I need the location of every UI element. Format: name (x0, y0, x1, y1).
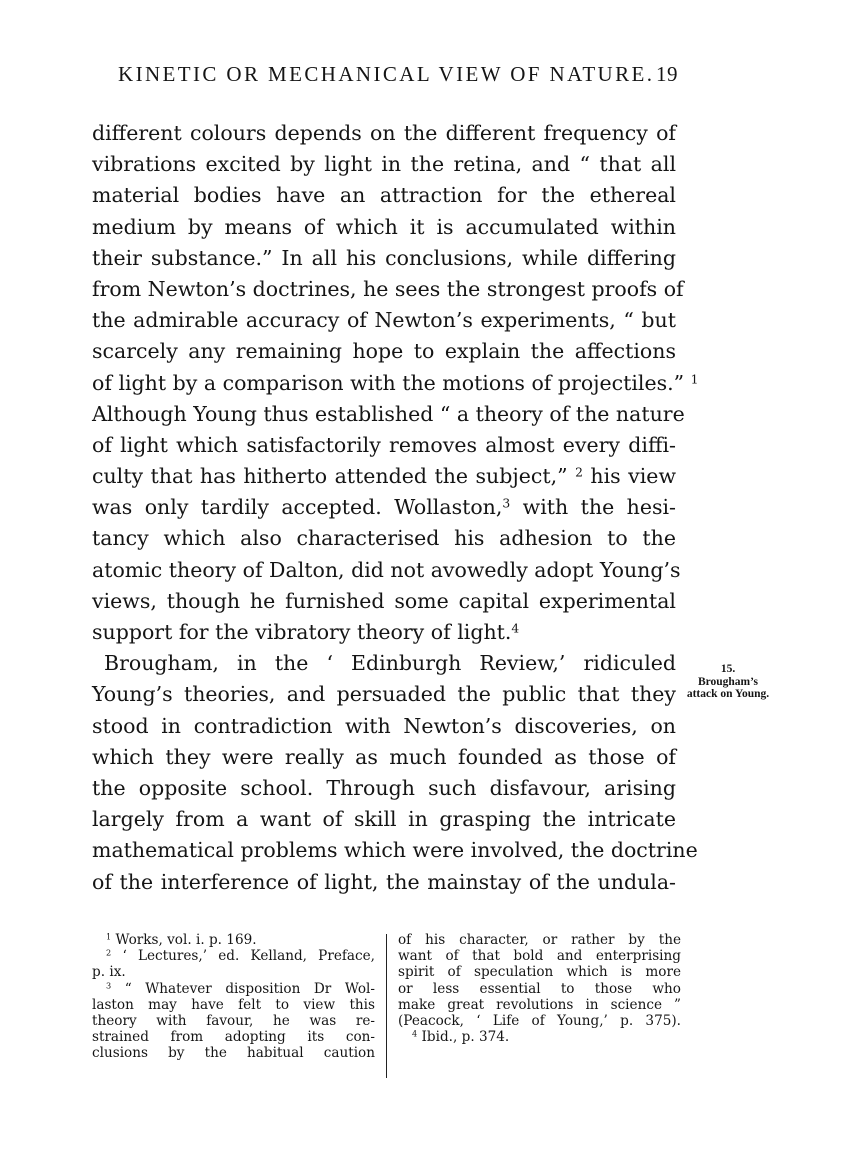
text-line: material bodies have an attraction for the ethereal (92, 183, 676, 208)
main-text (92, 118, 699, 898)
text-line: of the interference of light, the mainstay of the undula- (92, 869, 676, 894)
text-line: Brougham, in the ‘ Edinburgh Review,’ ridiculed (104, 651, 676, 676)
footnote-line: or less essential to those who (398, 980, 681, 997)
footnote-line: of his character, or rather by the (398, 932, 681, 948)
page-number: 19 (656, 62, 678, 86)
footnotes-left-column (92, 932, 375, 1062)
footnote-line: spirit of speculation which is more (398, 964, 681, 981)
text-line: which they were really as much founded as those of (92, 744, 676, 769)
text-line: culty that has hitherto attended the subject,” $^2$ his view (92, 464, 676, 489)
text-line: the admirable accuracy of Newton’s experiments, “ but (92, 308, 676, 333)
text-line: the opposite school. Through such disfavour, arising (92, 775, 676, 800)
text-line: tancy which also characterised his adhesion to the (92, 526, 676, 551)
running-header (118, 62, 678, 87)
text-line: stood in contradiction with Newton’s discoveries, on (92, 713, 676, 738)
footnote-ref: 1 (690, 371, 699, 386)
text-line: was only tardily accepted. Wollaston,$^3$ with the hesi- (92, 495, 676, 520)
footnote-line: laston may have felt to view this (92, 996, 375, 1013)
footnote-line: $^4$ Ibid., p. 374. (412, 1028, 510, 1046)
text-line: of light which satisfactorily removes almost every diffi- (92, 432, 676, 457)
footnote-line: make great revolutions in science ” (398, 996, 681, 1013)
margin-note (683, 663, 773, 700)
text-line: from Newton’s doctrines, he sees the strongest proofs of (92, 276, 684, 301)
section-number: 15. (720, 663, 736, 675)
footnote-line: $^2$ ‘ Lectures,’ ed. Kelland, Preface, (106, 947, 375, 965)
footnote-line: strained from adopting its con- (92, 1029, 375, 1046)
text-line: Young’s theories, and persuaded the public that they (92, 682, 676, 707)
footnote-line: p. ix. (92, 964, 126, 981)
text-line: of light by a comparison with the motions of projectiles.” $^1$ (92, 370, 699, 395)
footnotes-right-column (398, 932, 681, 1045)
text-line: Although Young thus established “ a theory of the nature (92, 401, 685, 426)
text-line: mathematical problems which were involved, the doctrine (92, 838, 698, 863)
footnote-line: $^1$ Works, vol. i. p. 169. (106, 931, 257, 948)
text-line: different colours depends on the different frequency of (92, 121, 676, 145)
margin-note-text: Brougham’s attack on Young. (686, 676, 770, 700)
text-line: largely from a want of skill in grasping the intricate (92, 807, 676, 832)
text-line: scarcely any remaining hope to explain the affections (92, 339, 676, 364)
text-line: support for the vibratory theory of light.$^4$ (92, 620, 520, 644)
text-line: their substance.” In all his conclusions, while differing (92, 245, 676, 270)
footnote-line: theory with favour, he was re- (92, 1012, 375, 1029)
footnote-ref: 3 (502, 496, 511, 511)
text-line: atomic theory of Dalton, did not avowedly adopt Young’s (92, 557, 681, 582)
footnote-line: (Peacock, ‘ Life of Young,’ p. 375). (398, 1012, 681, 1029)
text-line: medium by means of which it is accumulated within (92, 214, 676, 239)
text-line: vibrations excited by light in the retina, and “ that all (92, 152, 676, 177)
footnote-ref: 4 (511, 621, 520, 636)
footnote-line: clusions by the habitual caution (92, 1045, 375, 1062)
column-divider (386, 934, 387, 1078)
footnote-ref: 2 (575, 465, 583, 480)
running-title: KINETIC OR MECHANICAL VIEW OF NATURE. (118, 62, 655, 86)
text-line: views, though he furnished some capital experimental (92, 588, 676, 613)
footnote-line: want of that bold and enterprising (398, 948, 681, 965)
footnote-line: $^3$ “ Whatever disposition Dr Wol- (106, 980, 375, 997)
